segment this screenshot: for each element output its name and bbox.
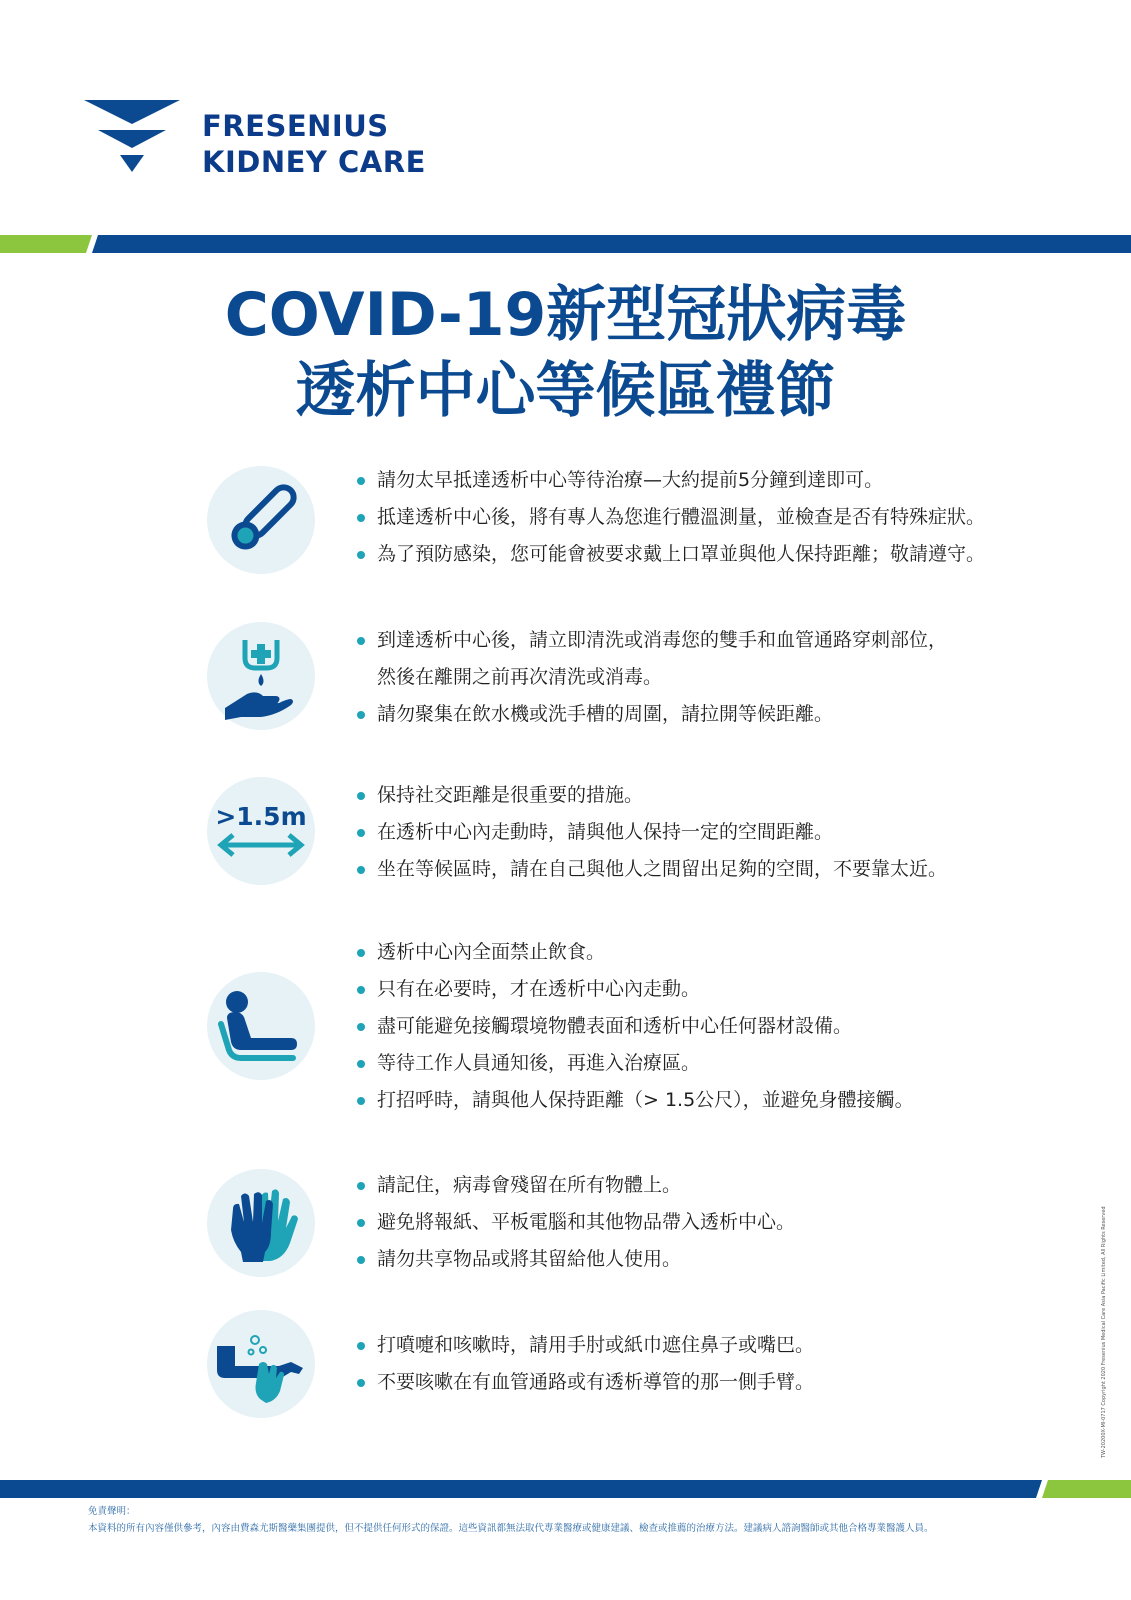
- bullet-list: [355, 1167, 795, 1278]
- list-item: 請勿太早抵達透析中心等待治療—大約提前5分鐘到達即可。: [355, 462, 985, 499]
- bullet-list: [355, 1327, 814, 1401]
- icon-circle: [207, 1310, 315, 1418]
- seated-patient-icon: [207, 972, 315, 1080]
- copyright-note: [1101, 1206, 1111, 1458]
- bullet-list: [355, 462, 985, 573]
- fresenius-chevron-icon: [84, 98, 184, 178]
- disclaimer-heading: 免責聲明：: [88, 1506, 136, 1517]
- list-item: 透析中心內全面禁止飲食。: [355, 934, 914, 971]
- list-item: 請勿共享物品或將其留給他人使用。: [355, 1241, 795, 1278]
- list-item: 為了預防感染，您可能會被要求戴上口罩並與他人保持距離；敬請遵守。: [355, 536, 985, 573]
- icon-circle: [207, 1169, 315, 1277]
- list-item: 到達透析中心後，請立即清洗或消毒您的雙手和血管通路穿刺部位，: [355, 622, 947, 659]
- list-item: 只有在必要時，才在透析中心內走動。: [355, 971, 914, 1008]
- disclaimer-text: 本資料的所有內容僅供參考，內容由費森尤斯醫藥集團提供，但不提供任何形式的保證。這些資訊都無法取代專業醫療或健康建議、檢查或推薦的治療方法。建議病人諮詢醫師或其他合格專業醫護人員。: [88, 1523, 934, 1534]
- bullet-list: [355, 934, 914, 1119]
- list-item: 保持社交距離是很重要的措施。: [355, 777, 947, 814]
- list-item: 盡可能避免接觸環境物體表面和透析中心任何器材設備。: [355, 1008, 914, 1045]
- list-item: 抵達透析中心後，將有專人為您進行體溫測量，並檢查是否有特殊症狀。: [355, 499, 985, 536]
- list-item: 打噴嚏和咳嗽時，請用手肘或紙巾遮住鼻子或嘴巴。: [355, 1327, 814, 1364]
- company-logo: [84, 98, 434, 188]
- distance-label: >1.5m: [215, 802, 307, 831]
- list-item: 請記住，病毒會殘留在所有物體上。: [355, 1167, 795, 1204]
- distance-icon: [207, 777, 315, 885]
- disclaimer: [88, 1503, 1048, 1537]
- bullet-list: [355, 777, 947, 888]
- icon-circle: [207, 466, 315, 574]
- list-item: 打招呼時，請與他人保持距離（> 1.5公尺），並避免身體接觸。: [355, 1082, 914, 1119]
- list-item: 避免將報紙、平板電腦和其他物品帶入透析中心。: [355, 1204, 795, 1241]
- title-line-2: 透析中心等候區禮節: [295, 356, 836, 426]
- list-item-continuation: 然後在離開之前再次清洗或消毒。: [377, 666, 663, 688]
- gloves-icon: [207, 1169, 315, 1277]
- thermometer-icon: [207, 466, 315, 574]
- list-item: 不要咳嗽在有血管通路或有透析導管的那一側手臂。: [355, 1364, 814, 1401]
- list-item: 在透析中心內走動時，請與他人保持一定的空間距離。: [355, 814, 947, 851]
- list-item: 請勿聚集在飲水機或洗手槽的周圍，請拉開等候距離。: [355, 696, 947, 733]
- list-item: 等待工作人員通知後，再進入治療區。: [355, 1045, 914, 1082]
- arm-wash-icon: [207, 1310, 315, 1418]
- brand-line-1: FRESENIUS: [202, 109, 389, 143]
- bullet-list: [355, 622, 947, 733]
- list-item: 坐在等候區時，請在自己與他人之間留出足夠的空間，不要靠太近。: [355, 851, 947, 888]
- icon-circle: [207, 777, 315, 885]
- footer-divider-band: [0, 1480, 1131, 1498]
- title-line-1: COVID-19新型冠狀病毒: [224, 280, 907, 350]
- icon-circle: [207, 622, 315, 730]
- icon-circle: [207, 972, 315, 1080]
- copyright-text: TW-20200X-MI-0717 Copyright 2020 Fresenius Medical Care Asia Pacific Limited, All Rights Reserved: [1101, 1206, 1107, 1458]
- header-divider-band: [0, 235, 1131, 253]
- page-title: [0, 277, 1131, 429]
- brand-name: [202, 108, 426, 180]
- hand-sanitizer-icon: [207, 622, 315, 730]
- brand-line-2: KIDNEY CARE: [202, 145, 426, 179]
